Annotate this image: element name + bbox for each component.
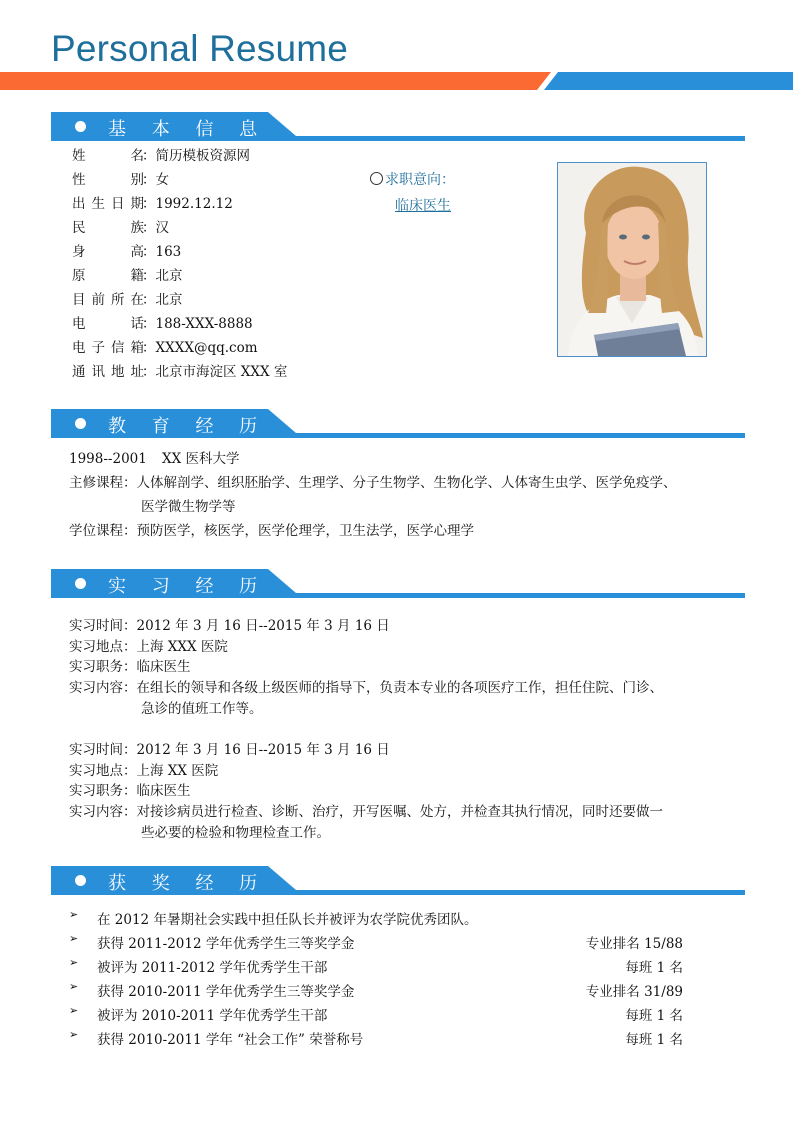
basic-info-row: 民族：汉 [72, 220, 169, 236]
basic-info-value: 女 [155, 172, 169, 188]
arrow-bullet-icon: ➢ [69, 1028, 79, 1041]
internship-item-1 [69, 616, 663, 720]
award-rank: 每班 1 名 [625, 960, 683, 976]
section-title: 基 本 信 息 [108, 119, 268, 140]
basic-info-label: 原籍 [72, 268, 144, 284]
internship-place: 实习地点：上海 XX 医院 [69, 762, 219, 779]
basic-info-value: 汉 [155, 220, 169, 236]
award-item [69, 1028, 683, 1052]
profile-photo [557, 162, 707, 357]
header-band [0, 72, 793, 90]
basic-info-value: 163 [155, 244, 182, 260]
section-header-basic [51, 112, 745, 142]
award-rank: 专业排名 31/89 [585, 984, 683, 1000]
arrow-bullet-icon: ➢ [69, 956, 79, 969]
section-header-awards [51, 866, 745, 896]
job-intent-value: 临床医生 [395, 198, 451, 214]
bullet-dot-icon [75, 578, 86, 589]
page-title: Personal Resume [51, 28, 349, 69]
basic-info-label: 姓名 [72, 148, 144, 164]
award-item [69, 932, 683, 956]
basic-info-value: 北京 [155, 292, 183, 308]
arrow-bullet-icon: ➢ [69, 1004, 79, 1017]
arrow-bullet-icon: ➢ [69, 980, 79, 993]
internship-content-cont: 急诊的值班工作等。 [141, 700, 263, 717]
basic-info-row: 电子信箱：XXXX@qq.com [72, 340, 258, 356]
basic-info-row: 身高：163 [72, 244, 182, 260]
basic-info-value: XXXX@qq.com [155, 340, 258, 356]
arrow-bullet-icon: ➢ [69, 932, 79, 945]
internship-content-cont: 些必要的检验和物理检查工作。 [141, 824, 330, 841]
basic-info-label: 性别 [72, 172, 144, 188]
education-major-cont: 医学微生物学等 [141, 499, 236, 515]
basic-info-row: 原籍：北京 [72, 268, 183, 284]
section-header-education [51, 409, 745, 439]
education-school: XX 医科大学 [162, 451, 240, 467]
arrow-bullet-icon: ➢ [69, 908, 79, 921]
award-item [69, 1004, 683, 1028]
award-text: 获得 2011-2012 学年优秀学生三等奖学金 [97, 936, 355, 952]
basic-info-value: 188-XXX-8888 [155, 316, 253, 332]
basic-info-label: 电话 [72, 316, 144, 332]
education-degree: 学位课程：预防医学，核医学，医学伦理学，卫生法学，医学心理学 [69, 523, 474, 539]
basic-info-value: 北京 [155, 268, 183, 284]
basic-info-row: 性别：女 [72, 172, 169, 188]
internship-item-2 [69, 740, 663, 844]
basic-info-label: 民族 [72, 220, 144, 236]
award-rank: 每班 1 名 [625, 1008, 683, 1024]
internship-content: 实习内容：对接诊病员进行检查、诊断、治疗，开写医嘱、处方，并检查其执行情况，同时还要做一 [69, 804, 663, 821]
award-item [69, 956, 683, 980]
basic-info-row: 电话：188-XXX-8888 [72, 316, 253, 332]
award-item [69, 980, 683, 1004]
basic-info-label: 电子信箱 [72, 340, 144, 356]
internship-role: 实习职务：临床医生 [69, 659, 191, 676]
award-rank: 专业排名 15/88 [585, 936, 683, 952]
award-text: 在 2012 年暑期社会实践中担任队长并被评为农学院优秀团队。 [97, 912, 478, 928]
education-major: 主修课程：人体解剖学、组织胚胎学、生理学、分子生物学、生物化学、人体寄生虫学、医学免疫学、 [69, 475, 677, 491]
basic-info-label: 目前所在 [72, 292, 144, 308]
basic-info-value: 北京市海淀区 XXX 室 [155, 364, 288, 380]
basic-info-value: 1992.12.12 [155, 196, 233, 212]
basic-info-label: 通讯地址 [72, 364, 144, 380]
bullet-dot-icon [75, 875, 86, 886]
award-text: 获得 2010-2011 学年优秀学生三等奖学金 [97, 984, 355, 1000]
basic-info-row: 出生日期：1992.12.12 [72, 196, 233, 212]
internship-role: 实习职务：临床医生 [69, 783, 191, 800]
basic-info-label: 出生日期 [72, 196, 144, 212]
education-period: 1998--2001 [69, 451, 147, 467]
internship-content: 实习内容：在组长的领导和各级上级医师的指导下，负责本专业的各项医疗工作，担任住院、门诊、 [69, 680, 663, 697]
bullet-dot-icon [75, 418, 86, 429]
award-rank: 每班 1 名 [625, 1032, 683, 1048]
basic-info-value: 简历模板资源网 [155, 148, 250, 164]
basic-info-row: 姓名：简历模板资源网 [72, 148, 250, 164]
internship-place: 实习地点：上海 XXX 医院 [69, 638, 228, 655]
job-intent-label: 求职意向： [370, 169, 455, 189]
circle-icon [370, 172, 383, 185]
award-text: 获得 2010-2011 学年 “社会工作” 荣誉称号 [97, 1032, 364, 1048]
basic-info-row: 通讯地址：北京市海淀区 XXX 室 [72, 364, 288, 380]
award-item [69, 908, 683, 932]
basic-info-label: 身高 [72, 244, 144, 260]
section-title: 教 育 经 历 [108, 416, 268, 437]
bullet-dot-icon [75, 121, 86, 132]
award-text: 被评为 2011-2012 学年优秀学生干部 [97, 960, 328, 976]
section-title: 获 奖 经 历 [108, 873, 268, 894]
section-header-internship [51, 569, 745, 599]
award-text: 被评为 2010-2011 学年优秀学生干部 [97, 1008, 328, 1024]
internship-time: 实习时间：2012 年 3 月 16 日--2015 年 3 月 16 日 [69, 618, 390, 634]
section-title: 实 习 经 历 [108, 576, 268, 597]
basic-info-row: 目前所在：北京 [72, 292, 183, 308]
internship-time: 实习时间：2012 年 3 月 16 日--2015 年 3 月 16 日 [69, 742, 390, 758]
